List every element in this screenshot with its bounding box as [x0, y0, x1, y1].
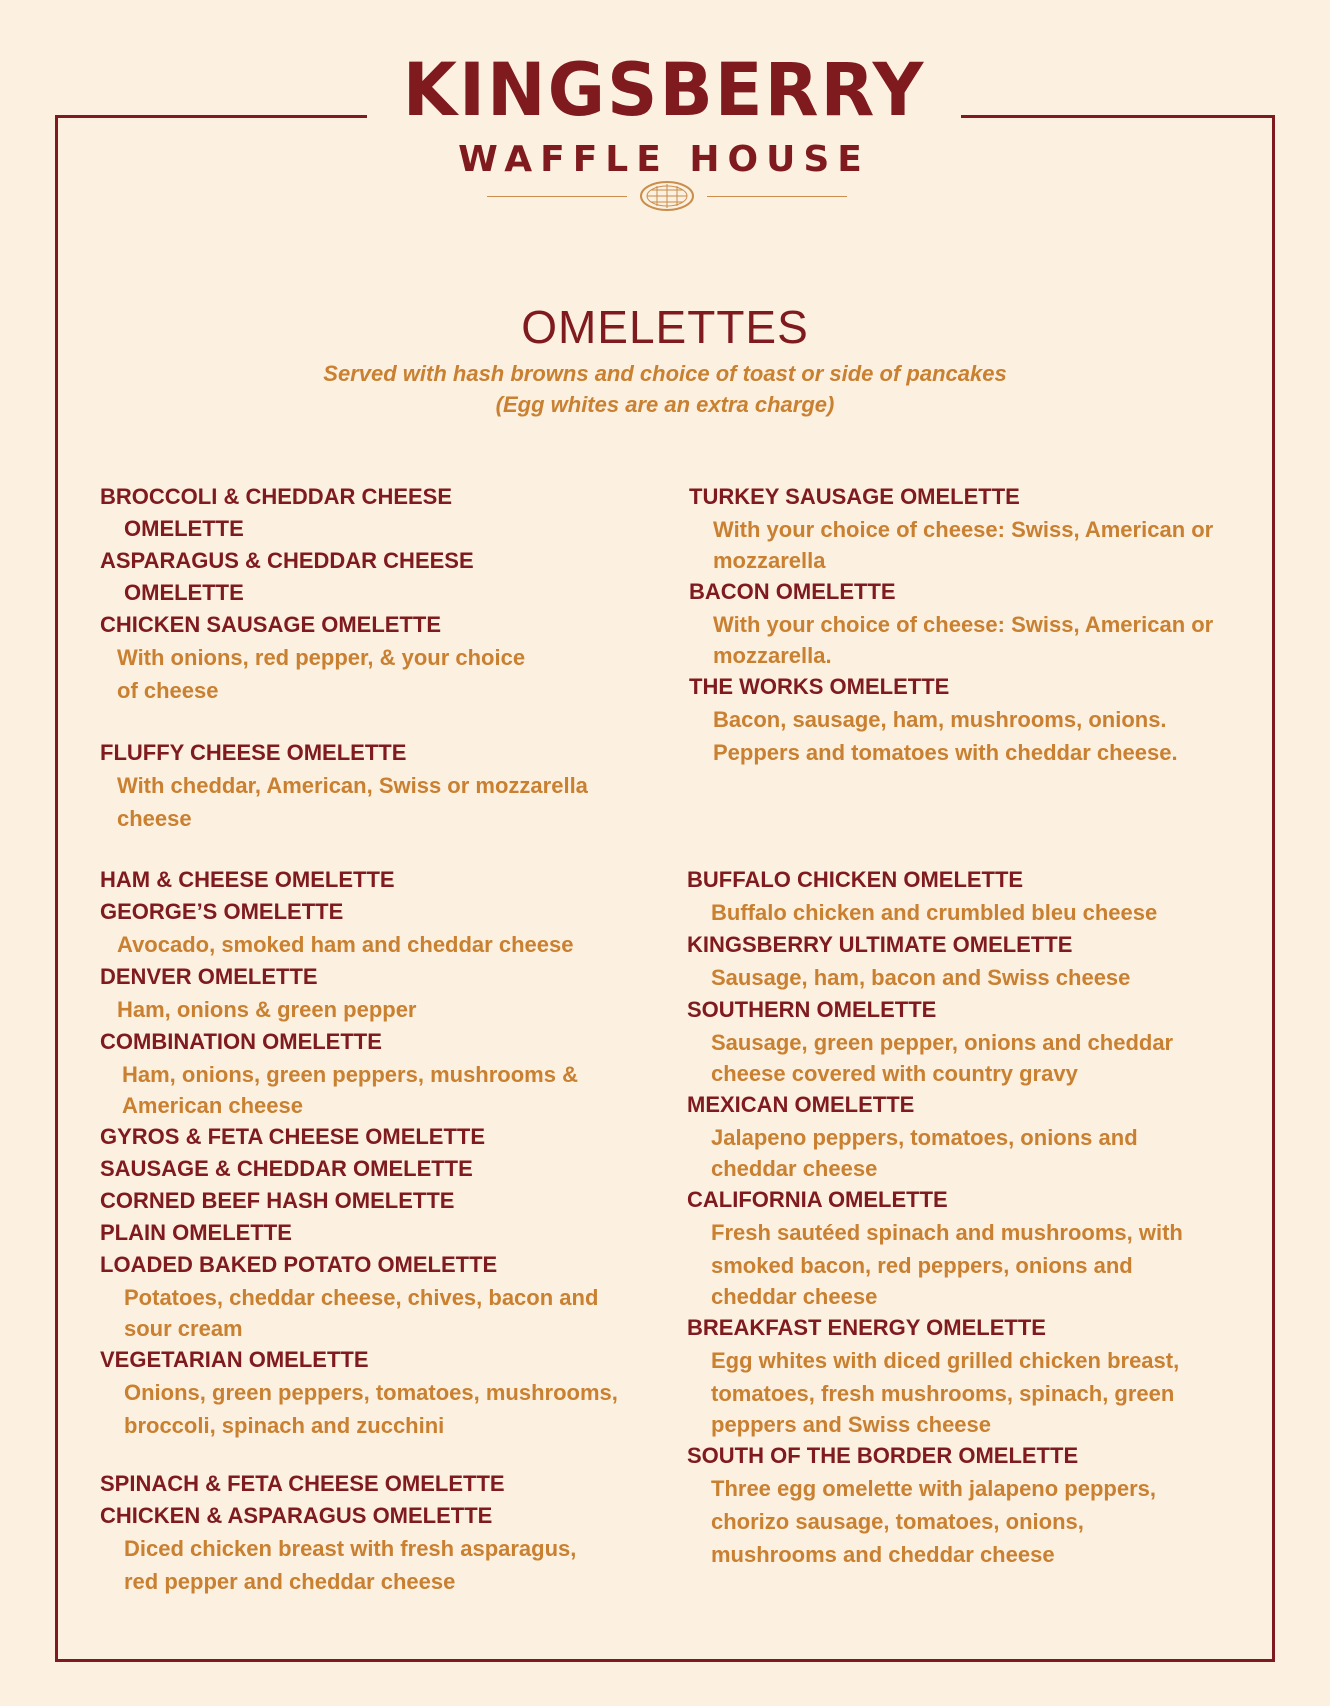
brand-name: KINGSBERRY — [402, 46, 926, 134]
item-name: KINGSBERRY ULTIMATE OMELETTE — [687, 932, 1073, 957]
item-name: BUFFALO CHICKEN OMELETTE — [687, 867, 1024, 892]
item-name: OMELETTE — [124, 580, 244, 605]
item-name: GYROS & FETA CHEESE OMELETTE — [100, 1124, 486, 1149]
waffle-icon — [637, 178, 697, 214]
ornament-divider — [487, 178, 847, 214]
item-description: Fresh sautéed spinach and mushrooms, with — [711, 1220, 1183, 1245]
item-description: With your choice of cheese: Swiss, American or — [713, 612, 1214, 637]
item-name: VEGETARIAN OMELETTE — [100, 1347, 369, 1372]
item-name: HAM & CHEESE OMELETTE — [100, 867, 395, 892]
item-name: CHICKEN SAUSAGE OMELETTE — [100, 612, 442, 637]
right-column-block-2 — [687, 864, 1257, 1571]
left-column-block-3 — [100, 864, 660, 1442]
item-name: CALIFORNIA OMELETTE — [687, 1187, 948, 1212]
item-description: tomatoes, fresh mushrooms, spinach, green — [711, 1381, 1175, 1406]
item-name: PLAIN OMELETTE — [100, 1220, 292, 1245]
item-description: cheddar cheese — [711, 1284, 878, 1309]
item-name: ASPARAGUS & CHEDDAR CHEESE — [100, 548, 474, 573]
item-description: With your choice of cheese: Swiss, American or — [713, 517, 1214, 542]
item-description: With onions, red pepper, & your choice — [117, 645, 526, 670]
item-name: MEXICAN OMELETTE — [687, 1092, 915, 1117]
item-description: Sausage, ham, bacon and Swiss cheese — [711, 965, 1131, 990]
item-description: Bacon, sausage, ham, mushrooms, onions. — [713, 707, 1167, 732]
item-name: OMELETTE — [124, 516, 244, 541]
item-description: peppers and Swiss cheese — [711, 1412, 992, 1437]
item-description: cheese — [117, 806, 192, 831]
item-description: chorizo sausage, tomatoes, onions, — [711, 1509, 1084, 1534]
item-description: red pepper and cheddar cheese — [124, 1569, 456, 1594]
item-name: SAUSAGE & CHEDDAR OMELETTE — [100, 1156, 473, 1181]
item-name: COMBINATION OMELETTE — [100, 1029, 382, 1054]
item-description: Sausage, green pepper, onions and cheddar — [711, 1030, 1174, 1055]
item-description: Diced chicken breast with fresh asparagus, — [124, 1536, 577, 1561]
item-description: sour cream — [124, 1316, 243, 1341]
item-description: American cheese — [122, 1093, 303, 1118]
left-column-block-2 — [100, 737, 660, 835]
item-description: Ham, onions, green peppers, mushrooms & — [122, 1062, 578, 1087]
item-name: BROCCOLI & CHEDDAR CHEESE — [100, 484, 453, 509]
left-column-block-4 — [100, 1468, 660, 1598]
item-description: Ham, onions & green pepper — [117, 997, 417, 1022]
item-description: of cheese — [117, 678, 219, 703]
item-description: cheese covered with country gravy — [711, 1061, 1078, 1086]
item-name: LOADED BAKED POTATO OMELETTE — [100, 1252, 498, 1277]
item-description: cheddar cheese — [711, 1156, 878, 1181]
item-description: broccoli, spinach and zucchini — [124, 1413, 445, 1438]
subtitle-line-2: (Egg whites are an extra charge) — [495, 392, 835, 417]
item-name: BACON OMELETTE — [689, 579, 896, 604]
item-name: SOUTH OF THE BORDER OMELETTE — [687, 1443, 1079, 1468]
item-description: Onions, green peppers, tomatoes, mushrooms, — [124, 1380, 618, 1405]
item-description: mozzarella. — [713, 643, 832, 668]
item-description: Three egg omelette with jalapeno peppers, — [711, 1476, 1156, 1501]
divider-line-right — [707, 196, 847, 197]
item-description: Potatoes, cheddar cheese, chives, bacon and — [124, 1285, 599, 1310]
item-name: FLUFFY CHEESE OMELETTE — [100, 740, 407, 765]
item-name: SOUTHERN OMELETTE — [687, 997, 937, 1022]
item-description: Avocado, smoked ham and cheddar cheese — [117, 932, 574, 957]
section-title: OMELETTES — [521, 301, 809, 353]
divider-line-left — [487, 196, 627, 197]
item-name: SPINACH & FETA CHEESE OMELETTE — [100, 1471, 505, 1496]
item-name: BREAKFAST ENERGY OMELETTE — [687, 1315, 1046, 1340]
item-description: Peppers and tomatoes with cheddar cheese. — [713, 740, 1178, 765]
item-description: Buffalo chicken and crumbled bleu cheese — [711, 900, 1158, 925]
item-description: With cheddar, American, Swiss or mozzarella — [117, 773, 588, 798]
item-description: smoked bacon, red peppers, onions and — [711, 1253, 1133, 1278]
item-name: DENVER OMELETTE — [100, 964, 318, 989]
brand-header — [367, 46, 961, 182]
item-name: CORNED BEEF HASH OMELETTE — [100, 1188, 455, 1213]
right-column-block-1 — [689, 481, 1249, 769]
item-description: mushrooms and cheddar cheese — [711, 1542, 1055, 1567]
section-subtitle — [0, 358, 1330, 420]
item-description: Egg whites with diced grilled chicken breast, — [711, 1348, 1180, 1373]
item-description: mozzarella — [713, 548, 826, 573]
item-description: Jalapeno peppers, tomatoes, onions and — [711, 1125, 1138, 1150]
item-name: CHICKEN & ASPARAGUS OMELETTE — [100, 1503, 493, 1528]
item-name: GEORGE’S OMELETTE — [100, 899, 344, 924]
subtitle-line-1: Served with hash browns and choice of toast or side of pancakes — [323, 361, 1007, 386]
left-column-block-1 — [100, 481, 660, 707]
brand-subtitle: WAFFLE HOUSE — [458, 139, 870, 180]
item-name: THE WORKS OMELETTE — [689, 674, 950, 699]
item-name: TURKEY SAUSAGE OMELETTE — [689, 484, 1020, 509]
